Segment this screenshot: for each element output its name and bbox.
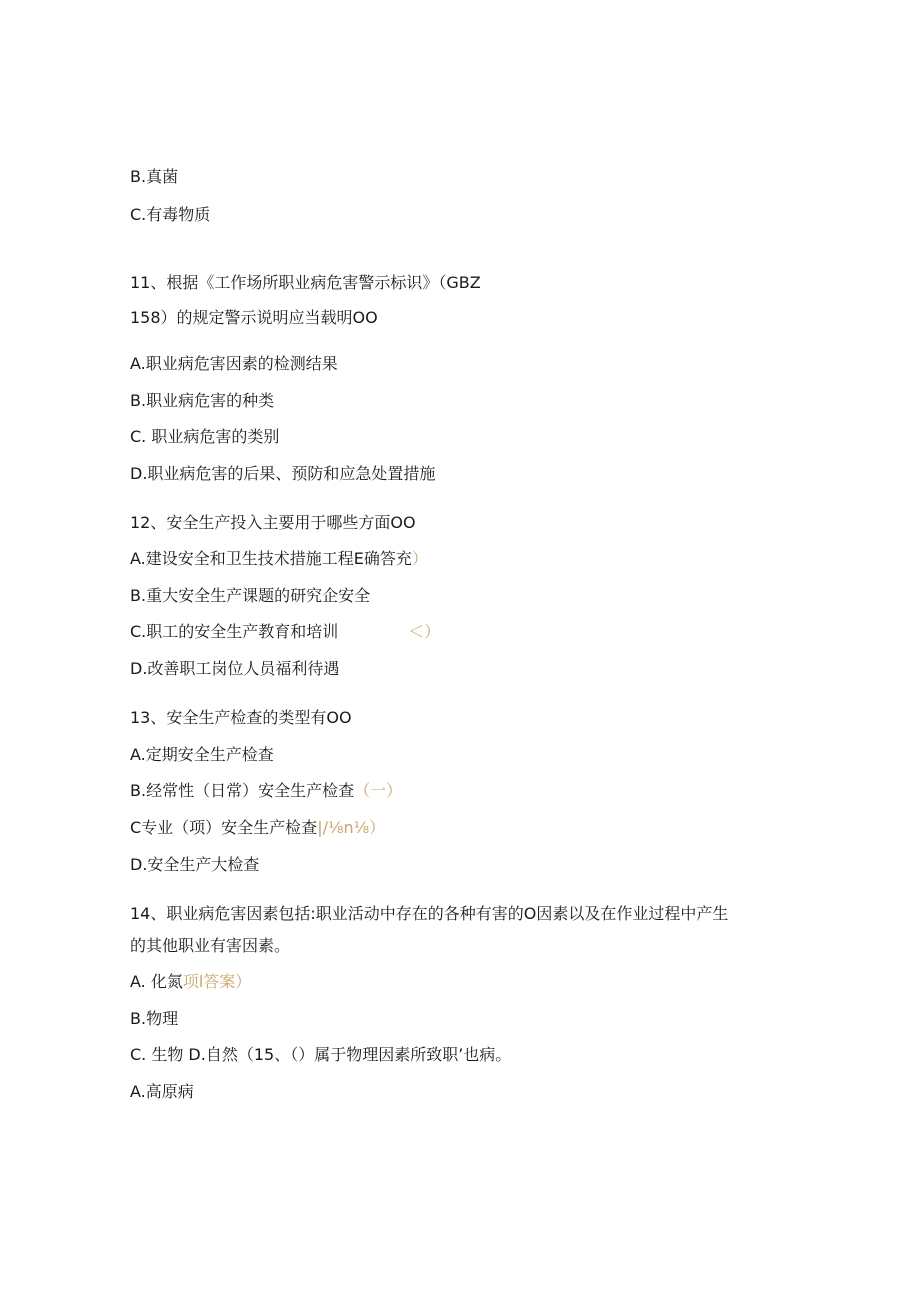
option-12-a-mark: ） — [411, 549, 428, 568]
option-15-a: A.高原病 — [130, 1082, 194, 1101]
option-11-a: A.职业病危害因素的检测结果 — [130, 354, 338, 373]
option-11-d: D.职业病危害的后果、预防和应急处置措施 — [130, 464, 436, 483]
option-13-c-mark: |/⅛n⅛） — [317, 818, 386, 837]
option-12-c — [130, 621, 440, 643]
option-13-d: D.安全生产大检查 — [130, 855, 260, 874]
option-14-a — [130, 971, 251, 993]
option-14-cd: C. 生物 D.自然（15、（）属于物理因素所致职’也病。 — [130, 1045, 512, 1064]
option-10-c: C.有毒物质 — [130, 205, 211, 224]
option-14-a-text: A. 化氮 — [130, 972, 183, 991]
question-14-stem-line2: 的其他职业有害因素。 — [130, 936, 291, 955]
option-13-a: A.定期安全生产检查 — [130, 745, 274, 764]
option-13-b — [130, 780, 402, 802]
option-13-b-text: B.经常性（日常）安全生产检查 — [130, 781, 355, 800]
question-11-stem-line2: 158）的规定警示说明应当载明OO — [130, 308, 378, 327]
question-11-stem-line1: 11、根据《工作场所职业病危害警示标识》（GBZ — [130, 273, 481, 292]
option-11-b: B.职业病危害的种类 — [130, 391, 275, 410]
option-10-b: B.真菌 — [130, 167, 179, 186]
option-12-a — [130, 548, 428, 570]
option-12-c-mark: ＜） — [408, 622, 441, 641]
option-12-b: B.重大安全生产课题的研究企安全 — [130, 586, 371, 605]
option-14-b: B.物理 — [130, 1009, 179, 1028]
question-14-stem-line1: 14、职业病危害因素包括:职业活动中存在的各种有害的O因素以及在作业过程中产生 — [130, 904, 729, 923]
option-13-c — [130, 817, 385, 839]
question-13-stem: 13、安全生产检查的类型有OO — [130, 708, 352, 727]
option-11-c: C. 职业病危害的类别 — [130, 427, 280, 446]
option-12-a-text: A.建设安全和卫生技术措施工程E确答充 — [130, 549, 412, 568]
option-12-d: D.改善职工岗位人员福利待遇 — [130, 659, 340, 678]
option-13-b-mark: （一） — [354, 781, 403, 800]
option-14-a-mark: 项l答案） — [182, 972, 252, 991]
option-13-c-text: C专业（项）安全生产检查 — [130, 818, 318, 837]
question-12-stem: 12、安全生产投入主要用于哪些方面OO — [130, 513, 416, 532]
option-12-c-text: C.职工的安全生产教育和培训 — [130, 622, 339, 641]
